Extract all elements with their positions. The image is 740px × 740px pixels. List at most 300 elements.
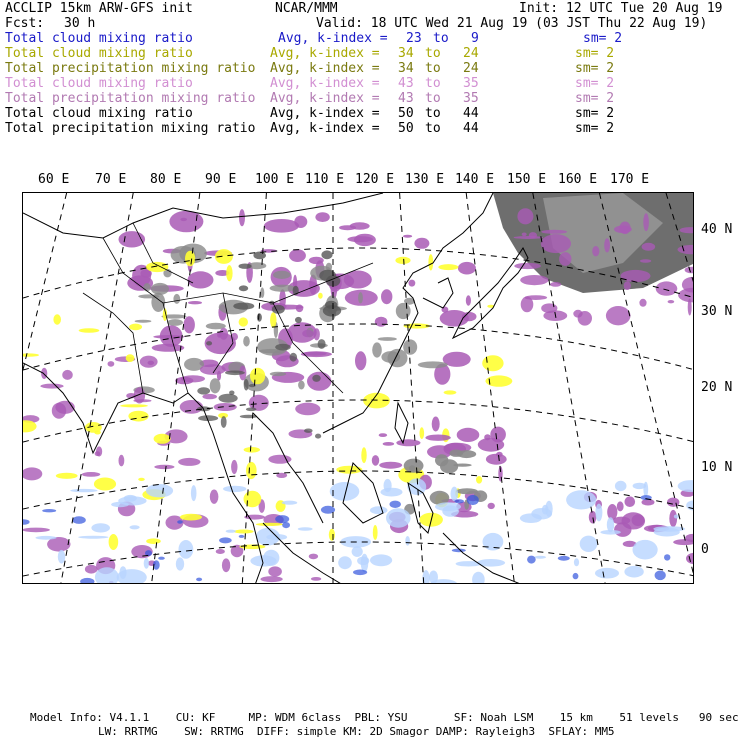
cloud-yellow [126,354,135,362]
cloud-purple [578,311,592,326]
cloud-yellow [395,257,410,264]
cloud-gray [151,283,169,295]
legend-row [5,76,735,91]
longitude-label: 150 E [507,172,547,187]
cloud-light-blue [405,536,410,546]
cloud-purple [457,428,480,442]
legend-field: Total precipitation mixing ratio [5,91,256,106]
cloud-light-blue [146,484,173,497]
map-canvas [23,193,694,584]
cloud-purple [188,301,202,304]
cloud-light-blue [179,540,194,559]
cloud-purple [184,316,195,333]
cloud-yellow [180,514,202,521]
cloud-purple [231,460,237,474]
cloud-light-blue [70,489,97,492]
cloud-blue [467,495,479,505]
longitude-line [466,193,514,584]
cloud-dark [295,317,302,323]
legend-row [5,61,735,76]
center-label: NCAR/MMM [275,1,338,16]
legend-smoothing: sm= 2 [575,46,615,61]
cloud-light-blue [595,504,602,522]
cloud-gray [143,283,150,291]
cloud-purple [613,517,631,525]
legend-avg-label: Avg, k-index = [270,76,380,91]
fcst-value: 30 h [64,16,96,31]
cloud-yellow [244,447,260,453]
cloud-blue [573,573,579,579]
cloud-gray [358,292,363,303]
cloud-purple [414,238,429,249]
legend-k-to: 24 [463,61,479,76]
country-border [83,293,143,393]
longitude-label: 120 E [355,172,395,187]
cloud-light-blue [130,525,140,529]
legend-k-from: 50 [398,121,414,136]
longitude-label: 90 E [205,172,237,187]
cloud-yellow [138,478,145,481]
legend-avg-label: Avg, k-index = [270,61,380,76]
cloud-purple [643,213,649,231]
cloud-dark [304,429,313,433]
legend-row [5,31,735,46]
cloud-gray [388,349,408,367]
fcst-label: Fcst: [5,16,45,31]
cloud-light-blue [370,506,388,514]
cloud-purple [40,384,63,389]
cloud-dark [239,285,248,291]
latitude-label: 30 N [701,304,733,319]
legend-to: to [425,46,441,61]
cloud-purple [614,226,632,234]
cloud-light-blue [35,536,56,540]
cloud-purple [261,576,283,582]
cloud-purple [85,565,98,574]
cloud-yellow [128,411,148,422]
legend-avg-label: Avg, k-index = [270,46,380,61]
cloud-purple [632,514,645,526]
cloud-blue [664,554,670,560]
cloud-dark [253,252,266,260]
cloud-light-blue [78,536,108,539]
cloud-light-blue [386,508,411,527]
cloud-gray [435,454,448,466]
cloud-purple [295,403,320,416]
cloud-yellow [94,431,101,435]
legend-k-to: 35 [463,91,479,106]
cloud-purple [667,498,679,507]
cloud-dark [321,250,332,259]
legend-field: Total cloud mixing ratio [5,31,193,46]
legend-k-from: 34 [398,61,414,76]
cloud-light-blue [58,550,65,564]
longitude-label: 60 E [38,172,70,187]
legend-k-from: 23 [406,31,422,46]
cloud-gray [135,320,152,323]
cloud-purple [309,554,318,560]
model-info-line1: Model Info: V4.1.1 CU: KF MP: WDM 6class PBL: YSU SF: Noah LSM 15 km 51 levels 90 sec [30,711,739,724]
cloud-purple [169,211,203,233]
cloud-blue [23,519,30,525]
latitude-label: 0 [701,542,709,557]
latitude-label: 40 N [701,222,733,237]
cloud-light-blue [633,540,658,560]
cloud-yellow [250,368,265,385]
latitude-label: 20 N [701,380,733,395]
cloud-purple [606,306,631,325]
cloud-yellow [239,317,248,326]
cloud-purple [214,403,237,411]
cloud-purple [178,458,200,466]
legend-k-to: 35 [463,76,479,91]
cloud-purple [219,328,228,340]
cloud-light-blue [144,558,149,569]
cloud-dark [197,387,210,394]
cloud-purple [589,511,597,524]
legend-smoothing: sm= 2 [583,31,623,46]
cloud-gray [378,337,397,341]
cloud-light-blue [595,568,619,579]
cloud-light-blue [624,566,643,578]
cloud-purple [656,281,678,295]
cloud-purple [688,299,692,316]
cloud-dark [219,394,238,403]
legend-smoothing: sm= 2 [575,61,615,76]
cloud-purple [119,455,125,467]
longitude-label: 170 E [610,172,650,187]
cloud-purple [514,236,544,239]
legend-field: Total cloud mixing ratio [5,106,193,121]
cloud-yellow [53,314,61,324]
cloud-blue [454,499,464,503]
map-panel [22,192,694,584]
cloud-purple [478,438,504,452]
cloud-blue [275,515,289,523]
cloud-purple [640,259,651,262]
cloud-gray [167,319,183,326]
cloud-purple [522,233,527,237]
cloud-yellow [438,264,458,270]
cloud-dark [290,353,298,362]
cloud-purple [432,417,440,432]
cloud-yellow [246,462,257,479]
legend-k-to: 44 [463,106,479,121]
cloud-purple [140,356,158,368]
cloud-light-blue [456,561,482,566]
legend-to: to [425,121,441,136]
legend-field: Total precipitation mixing ratio [5,121,256,136]
cloud-purple [604,238,610,252]
cloud-purple [639,299,646,307]
legend-avg-label: Avg, k-index = [270,121,380,136]
cloud-yellow [185,251,195,266]
cloud-purple [222,558,230,572]
legend-to: to [433,31,449,46]
cloud-gray [270,372,286,376]
legend-row [5,91,735,106]
cloud-yellow [109,534,119,550]
cloud-light-blue [600,530,620,535]
legend-k-to: 44 [463,121,479,136]
cloud-purple [381,289,392,304]
cloud-light-blue [483,533,504,551]
cloud-yellow [420,427,425,439]
cloud-dark [233,303,254,310]
longitude-label: 160 E [558,172,598,187]
cloud-light-blue [223,486,246,492]
cloud-light-blue [282,501,298,505]
cloud-gray [457,450,476,458]
cloud-purple [289,249,306,262]
cloud-purple [239,209,245,226]
cloud-blue [239,535,245,538]
cloud-yellow [361,447,366,463]
cloud-yellow [120,404,148,407]
cloud-purple [302,330,314,338]
legend-k-from: 34 [398,46,414,61]
cloud-blue [219,537,232,543]
cloud-purple [383,442,395,446]
cloud-light-blue [566,490,596,509]
cloud-purple [486,454,507,465]
cloud-purple [41,368,47,379]
cloud-gray [396,303,411,319]
cloud-purple [592,246,599,256]
legend-to: to [425,91,441,106]
cloud-yellow [329,529,335,541]
cloud-yellow [154,434,171,444]
cloud-dark [239,264,252,269]
cloud-dark [315,434,321,439]
cloud-light-blue [263,550,279,566]
cloud-purple [210,490,219,504]
longitude-label: 130 E [405,172,445,187]
cloud-purple [541,230,567,234]
cloud-yellow [270,312,276,328]
cloud-purple [372,455,379,466]
longitude-label: 70 E [95,172,127,187]
cloud-purple [669,510,677,527]
cloud-gray [409,465,415,471]
cloud-yellow [129,324,142,331]
cloud-light-blue [472,572,485,584]
cloud-dark [225,371,245,376]
cloud-dark [319,270,336,282]
cloud-light-blue [381,488,403,497]
cloud-dark [240,415,257,418]
map-title: ACCLIP 15km ARW-GFS init [5,1,193,16]
longitude-label: 110 E [305,172,345,187]
cloud-yellow [318,293,323,299]
cloud-yellow [94,478,116,491]
cloud-yellow [244,491,262,507]
cloud-purple [379,462,402,469]
legend-smoothing: sm= 2 [575,121,615,136]
cloud-gray [210,378,221,393]
legend-k-from: 43 [398,76,414,91]
cloud-yellow [56,473,78,479]
cloud-light-blue [678,480,694,492]
cloud-light-blue [574,558,579,566]
cloud-purple [514,263,541,269]
legend-smoothing: sm= 2 [575,76,615,91]
cloud-purple [425,435,450,441]
cloud-gray [298,381,305,390]
cloud-purple [62,370,73,380]
cloud-yellow [476,476,482,484]
latitude-label: 10 N [701,460,733,475]
cloud-dark [244,379,249,391]
cloud-purple [55,401,74,414]
model-info-line2: LW: RRTMG SW: RRTMG DIFF: simple KM: 2D Smagor DAMP: Rayleigh3 SFLAY: MM5 [98,725,615,738]
longitude-line [23,193,67,584]
cloud-gray [456,488,478,494]
cloud-gray [453,464,471,467]
cloud-purple [624,281,631,290]
valid-time: Valid: 18 UTC Wed 21 Aug 19 (03 JST Thu 22 Aug 19) [316,16,708,31]
longitude-label: 80 E [150,172,182,187]
legend-to: to [425,106,441,121]
cloud-dark [318,339,326,349]
cloud-blue [390,501,401,508]
cloud-purple [355,351,366,370]
cloud-purple [625,496,636,507]
cloud-purple [202,394,217,399]
cloud-light-blue [384,479,392,492]
cloud-purple [517,208,533,224]
cloud-light-blue [674,515,679,519]
cloud-gray [260,287,264,298]
legend-k-from: 50 [398,106,414,121]
cloud-purple [339,225,356,230]
cloud-yellow [373,525,378,540]
cloud-light-blue [654,528,680,537]
cloud-purple [311,577,321,581]
cloud-light-blue [435,502,461,511]
cloud-dark [325,301,337,309]
cloud-purple [520,275,548,285]
legend-avg-label: Avg, k-index = [270,106,380,121]
cloud-blue [655,571,666,581]
cloud-dark [221,416,227,428]
cloud-light-blue [370,554,392,566]
cloud-gray [403,339,417,354]
cloud-purple [154,465,174,469]
cloud-gray [372,342,382,357]
legend-k-to: 9 [471,31,479,46]
cloud-yellow [256,523,283,526]
cloud-blue [72,516,86,524]
cloud-yellow [146,262,168,272]
cloud-yellow [226,265,232,281]
longitude-label: 100 E [255,172,295,187]
legend-row [5,121,735,136]
cloud-gray [270,285,296,292]
cloud-blue [177,520,183,523]
cloud-purple [409,280,416,287]
legend-row [5,106,735,121]
legend-field: Total cloud mixing ratio [5,46,193,61]
cloud-purple [23,467,42,480]
cloud-yellow [146,538,161,544]
cloud-purple [307,372,331,391]
cloud-blue [42,509,56,512]
cloud-purple [95,451,101,456]
cloud-purple [200,364,226,375]
cloud-dark [275,344,291,351]
cloud-purple [347,236,373,242]
cloud-light-blue [534,556,546,559]
cloud-yellow [79,328,100,333]
cloud-light-blue [451,487,459,502]
cloud-light-blue [338,556,352,569]
cloud-purple [642,243,656,251]
cloud-purple [314,328,320,340]
legend-k-to: 24 [463,46,479,61]
cloud-gray [418,361,448,368]
legend-avg-label: Avg, k-index = [278,31,388,46]
cloud-purple [133,399,151,402]
cloud-blue [80,578,94,584]
cloud-yellow [23,353,39,356]
cloud-purple [668,300,675,303]
cloud-gray [243,336,250,347]
cloud-dark [312,375,320,382]
init-time: Init: 12 UTC Tue 20 Aug 19 [519,1,723,16]
cloud-yellow [234,530,254,534]
cloud-purple [559,252,571,266]
cloud-yellow [428,254,433,270]
cloud-blue [353,570,367,576]
cloud-purple [403,235,412,238]
cloud-purple [379,433,387,437]
cloud-blue [158,557,165,560]
cloud-light-blue [226,530,236,533]
cloud-purple [458,262,476,275]
cloud-yellow [444,390,457,394]
cloud-light-blue [176,557,184,570]
cloud-light-blue [615,481,627,491]
cloud-light-blue [520,513,542,523]
legend-to: to [425,76,441,91]
cloud-purple [396,439,420,446]
cloud-light-blue [633,483,647,489]
cloud-purple [484,434,491,440]
cloud-purple [315,212,329,222]
cloud-light-blue [580,536,598,552]
cloud-purple [303,352,327,356]
cloud-dark [206,341,212,345]
cloud-purple [550,282,561,287]
legend-row [5,46,735,61]
cloud-purple [180,400,203,414]
cloud-gray [173,294,180,304]
legend-field: Total precipitation mixing ratio [5,61,256,76]
cloud-gray [273,271,291,279]
longitude-label: 140 E [455,172,495,187]
cloud-purple [466,295,471,305]
cloud-dark [272,305,285,314]
cloud-light-blue [118,496,146,505]
cloud-yellow [482,355,503,371]
cloud-purple [108,361,115,367]
legend-to: to [425,61,441,76]
cloud-blue [527,556,536,564]
legend-field: Total cloud mixing ratio [5,76,193,91]
cloud-yellow [336,466,362,474]
cloud-light-blue [191,485,197,501]
